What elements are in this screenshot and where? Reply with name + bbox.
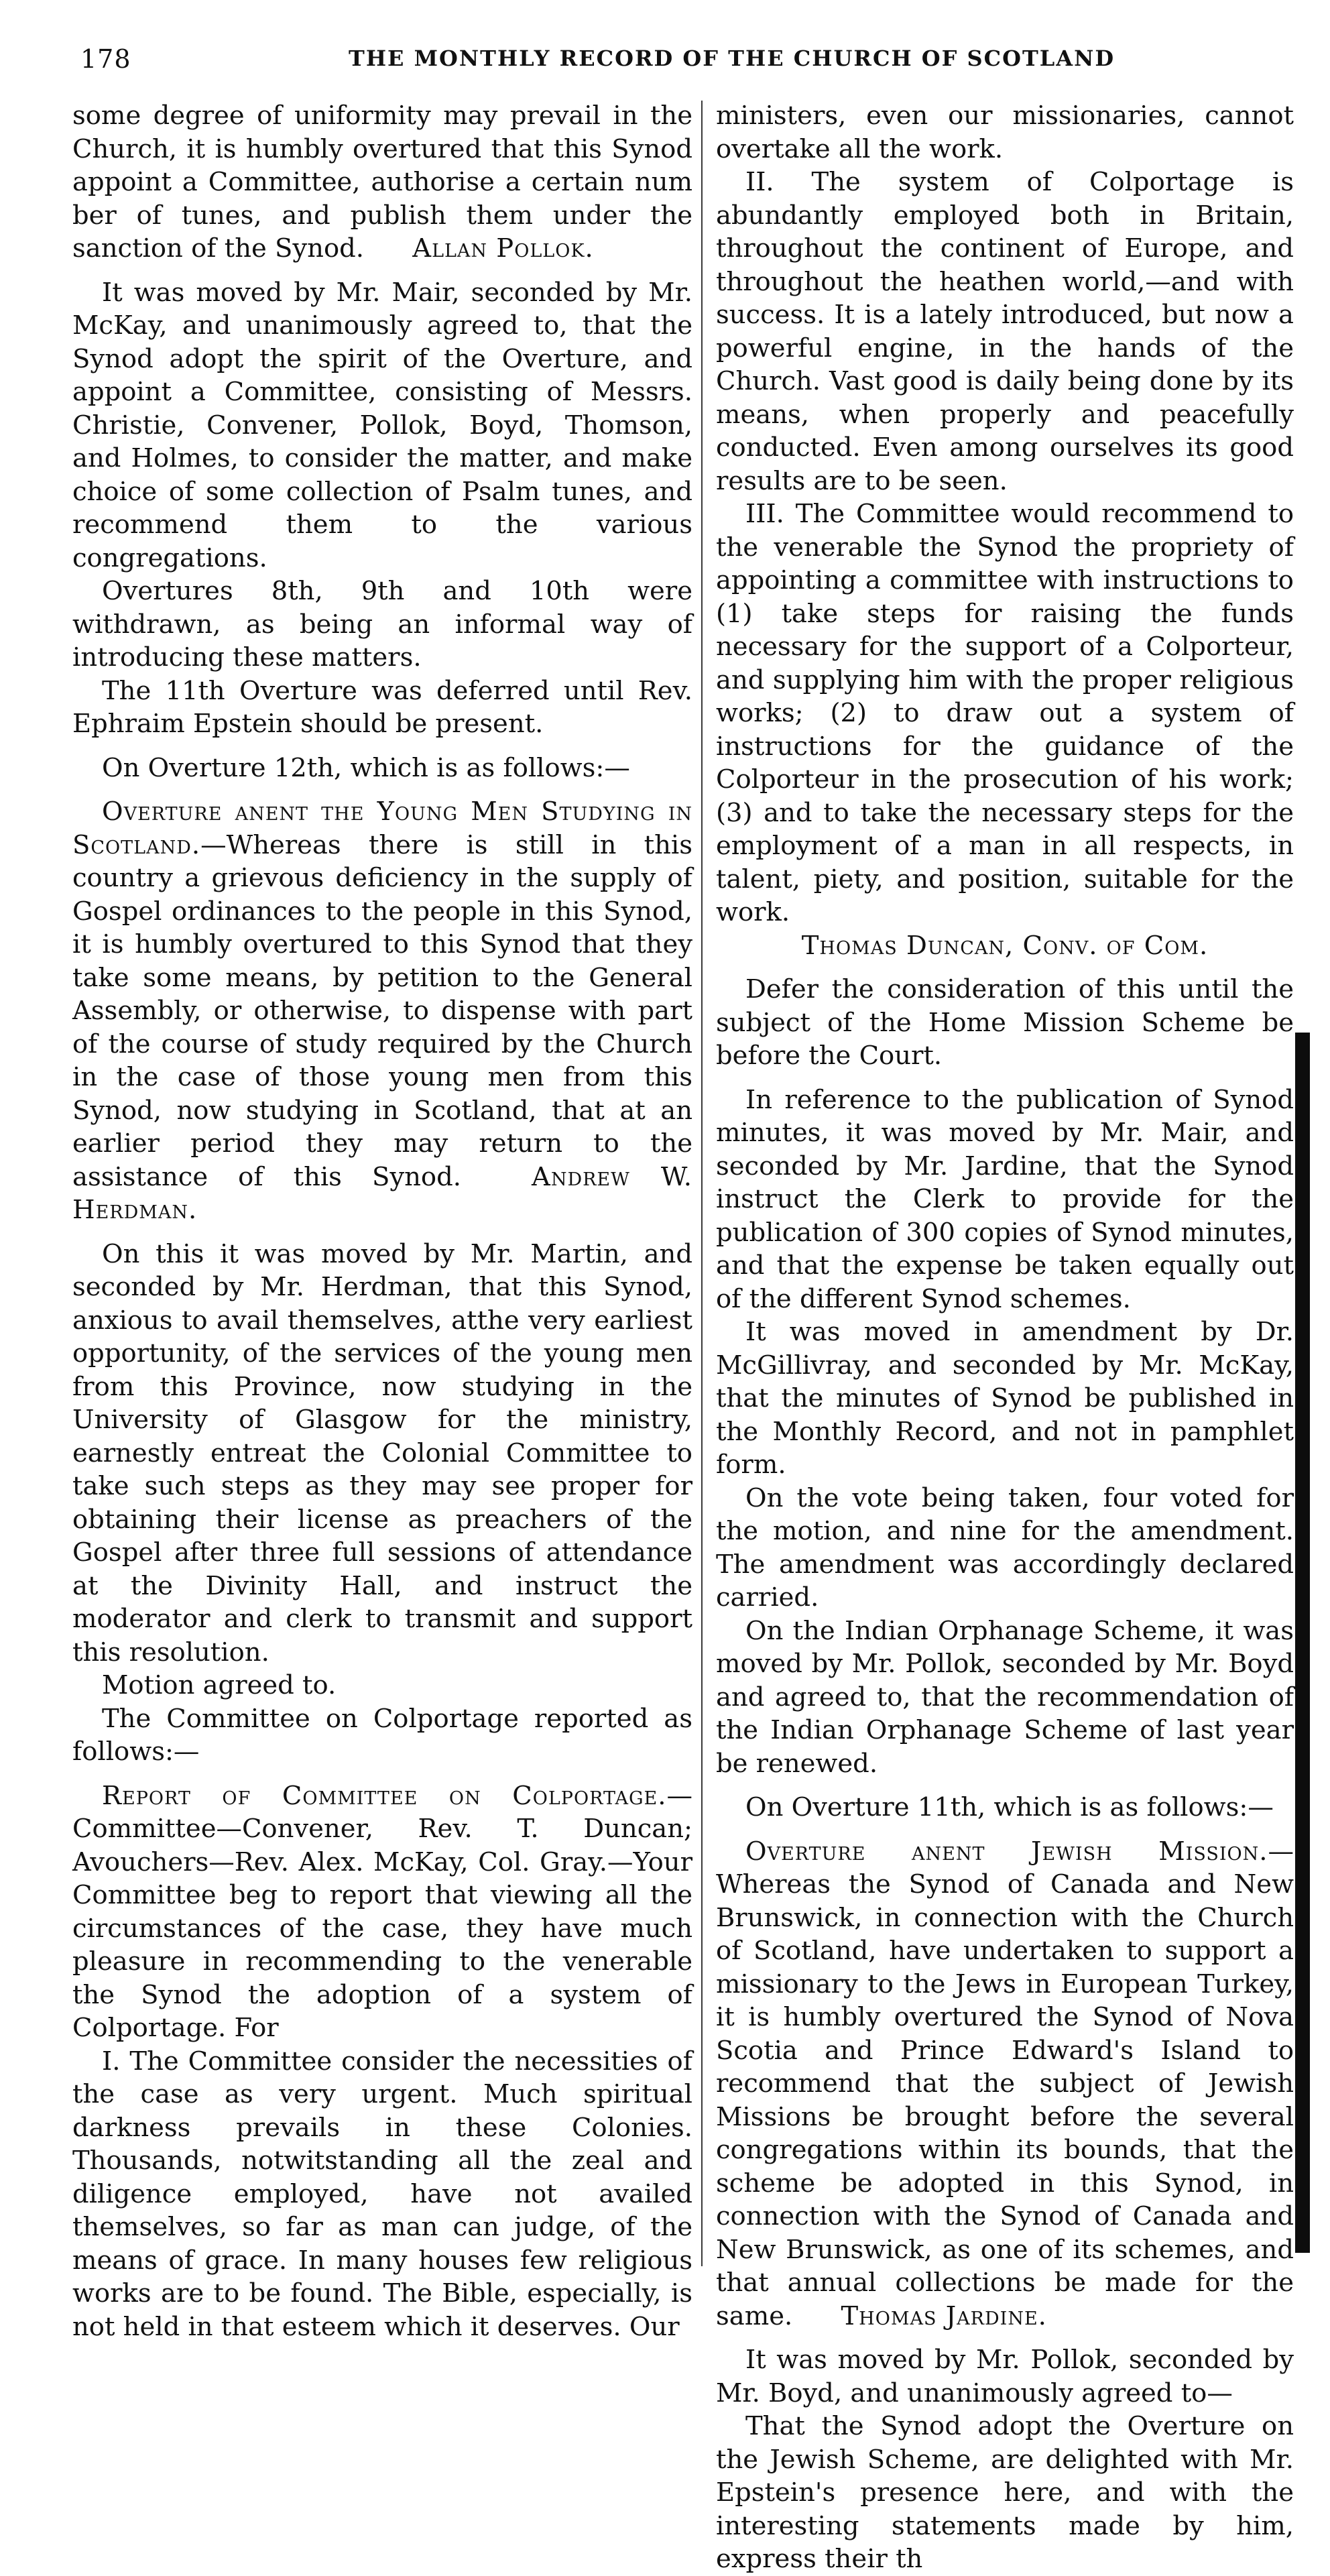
paragraph-overture-12th: On Overture 12th, which is as follows:— xyxy=(102,752,630,783)
signature: Thomas Duncan, Conv. of Com. xyxy=(801,930,1209,961)
paragraph-synod-adopt: That the Synod adopt the Overture on the Jewish Scheme, are delighted with Mr. Epstein's presence here, and with the interesting statements made by him, express their th xyxy=(716,2411,1294,2574)
report-heading: Report of Committee on Colportage. xyxy=(102,1780,667,1811)
paragraph-point-one: I. The Committee consider the necessities of the case as very urgent. Much spiritual darkness prevails in these Colonies. Thousands, notwitstanding all the zeal and diligence employed, have not availed themselves, so far as man can judge, of the means of grace. In many houses few religious works are to be found. The Bible, especially, is not held in that esteem which it deserves. Our xyxy=(72,2046,692,2342)
signature-duncan xyxy=(716,929,1294,963)
paragraph-overtures-withdrawn: Overtures 8th, 9th and 10th were withdrawn, as being an informal way of introducing these matters. xyxy=(72,576,692,672)
running-title: THE MONTHLY RECORD OF THE CHURCH OF SCOTLAND xyxy=(349,46,1115,71)
paragraph-overture-young-men xyxy=(72,795,692,1227)
paragraph-ministers-continued: ministers, even our missionaries, cannot overtake all the work. xyxy=(716,101,1294,164)
paragraph-motion-agreed: Motion agreed to. xyxy=(102,1670,337,1700)
signature: Thomas Jardine. xyxy=(841,2300,1047,2331)
signature: Allan Pollok. xyxy=(412,233,594,264)
scan-edge-shadow xyxy=(1295,1033,1310,2253)
paragraph-text: —Committee—Convener, Rev. T. Duncan; Avouchers—Rev. Alex. McKay, Col. Gray.—Your Committee beg to report that viewing all the circumstances of the case, they have much pleasure in recommending to the venerable the Synod the adoption of a system of Colportage. For xyxy=(72,1780,692,2043)
paragraph-motion-martin: On this it was moved by Mr. Martin, and seconded by Mr. Herdman, that this Synod, anxious to avail themselves, atthe very earliest opportunity, of the services of the young men from this Province, now studying in the University of Glasgow for the ministry, earnestly entreat the Colonial Committee to take such steps as they may see proper for obtaining their license as preachers of the Gospel after three full sessions of attendance at the Divinity Hall, and instruct the moderator and clerk to transmit and support this resolution. xyxy=(72,1238,692,1667)
paragraph-jewish-mission xyxy=(716,1835,1294,2333)
paragraph-overture-deferred: The 11th Overture was deferred until Rev. Ephraim Epstein should be present. xyxy=(72,675,692,739)
paragraph-indian-orphanage: On the Indian Orphanage Scheme, it was moved by Mr. Pollok, seconded by Mr. Boyd and agreed to, that the recommendation of the Indian Orphanage Scheme of last year be renewed. xyxy=(716,1615,1294,1779)
signature: Andrew W. Herdman. xyxy=(72,1161,692,1225)
paragraph-text: —Whereas there is still in this country a grievous deficiency in the supply of Gospel ordinances to the people in this Synod, it is humbly overtured to this Synod that they take some means, by petition to the General Assembly, or otherwise, to dispense with part of the course of study required by the Church in the case of those young men from this Synod, now studying in Scotland, that at an earlier period they may return to the assistance of this Synod. xyxy=(72,829,692,1192)
column-divider xyxy=(701,101,703,2266)
paragraph-vote: On the vote being taken, four voted for the motion, and nine for the amendment. The amendment was accordingly declared carried. xyxy=(716,1482,1294,1613)
right-column xyxy=(716,99,1294,2574)
paragraph-synod-minutes: In reference to the publication of Synod minutes, it was moved by Mr. Mair, and seconded by Mr. Jardine, that the Synod instruct the Clerk to provide for the publication of 300 copies of Synod minutes, and that the expense be taken equally out of the different Synod schemes. xyxy=(716,1084,1294,1314)
paragraph-point-three: III. The Committee would recommend to the venerable the Synod the propriety of appointing a committee with instructions to (1) take steps for raising the funds necessary for the support of a Colporteur, and supplying him with the proper religious works; (2) to draw out a system of instructions for the guidance of the Colporteur in the prosecution of his work; (3) and to take the necessary steps for the employment of a man in all respects, in talent, piety, and position, suitable for the work. xyxy=(716,499,1294,927)
overture-heading: Overture anent Jewish Mission. xyxy=(745,1836,1268,1867)
paragraph-colportage-report-intro: The Committee on Colportage reported as follows:— xyxy=(72,1703,692,1767)
overture-heading: Overture anent the Young Men Studying in Scotland. xyxy=(72,797,692,860)
left-column xyxy=(72,99,692,2342)
paragraph-defer-consideration: Defer the consideration of this until the subject of the Home Mission Scheme be before the Court. xyxy=(716,974,1294,1071)
paragraph-amendment: It was moved in amendment by Dr. McGillivray, and seconded by Mr. McKay, that the minutes of Synod be published in the Monthly Record, and not in pamphlet form. xyxy=(716,1317,1294,1480)
paragraph-colportage-report xyxy=(72,1779,692,2045)
paragraph-text: some degree of uniformity may prevail in the Church, it is humbly overtured that this Synod appoint a Committee, authorise a certain num ber of tunes, and publish them under the sanction of the Synod. xyxy=(72,101,692,264)
page-number: 178 xyxy=(80,44,131,74)
page-header xyxy=(80,44,1260,82)
paragraph-motion-mair: It was moved by Mr. Mair, seconded by Mr. McKay, and unanimously agreed to, that the Synod adopt the spirit of the Overture, and appoint a Committee, consisting of Messrs. Christie, Convener, Pollok, Boyd, Thomson, and Holmes, to consider the matter, and make choice of some collection of Psalm tunes, and recommend them to the various congregations. xyxy=(72,277,692,573)
paragraph-text: —Whereas the Synod of Canada and New Brunswick, in connection with the Church of Scotland, have undertaken to support a missionary to the Jews in European Turkey, it is humbly overtured the Synod of Nova Scotia and Prince Edward's Island to recommend that the subject of Jewish Missions be brought before the several congregations within its bounds, that the scheme be adopted in this Synod, in connection with the Synod of Canada and New Brunswick, as one of its schemes, and that annual collections be made for the same. xyxy=(716,1836,1294,2331)
paragraph-psalm-tunes-overture xyxy=(72,99,692,266)
paragraph-motion-pollok: It was moved by Mr. Pollok, seconded by Mr. Boyd, and unanimously agreed to— xyxy=(716,2345,1294,2408)
paragraph-point-two: II. The system of Colportage is abundantly employed both in Britain, throughout the continent of Europe, and throughout the heathen world,—and with success. It is a lately introduced, but now a powerful engine, in the hands of the Church. Vast good is daily being done by its means, when properly and peacefully conducted. Even among ourselves its good results are to be seen. xyxy=(716,167,1294,496)
paragraph-overture-11th: On Overture 11th, which is as follows:— xyxy=(745,1792,1274,1822)
